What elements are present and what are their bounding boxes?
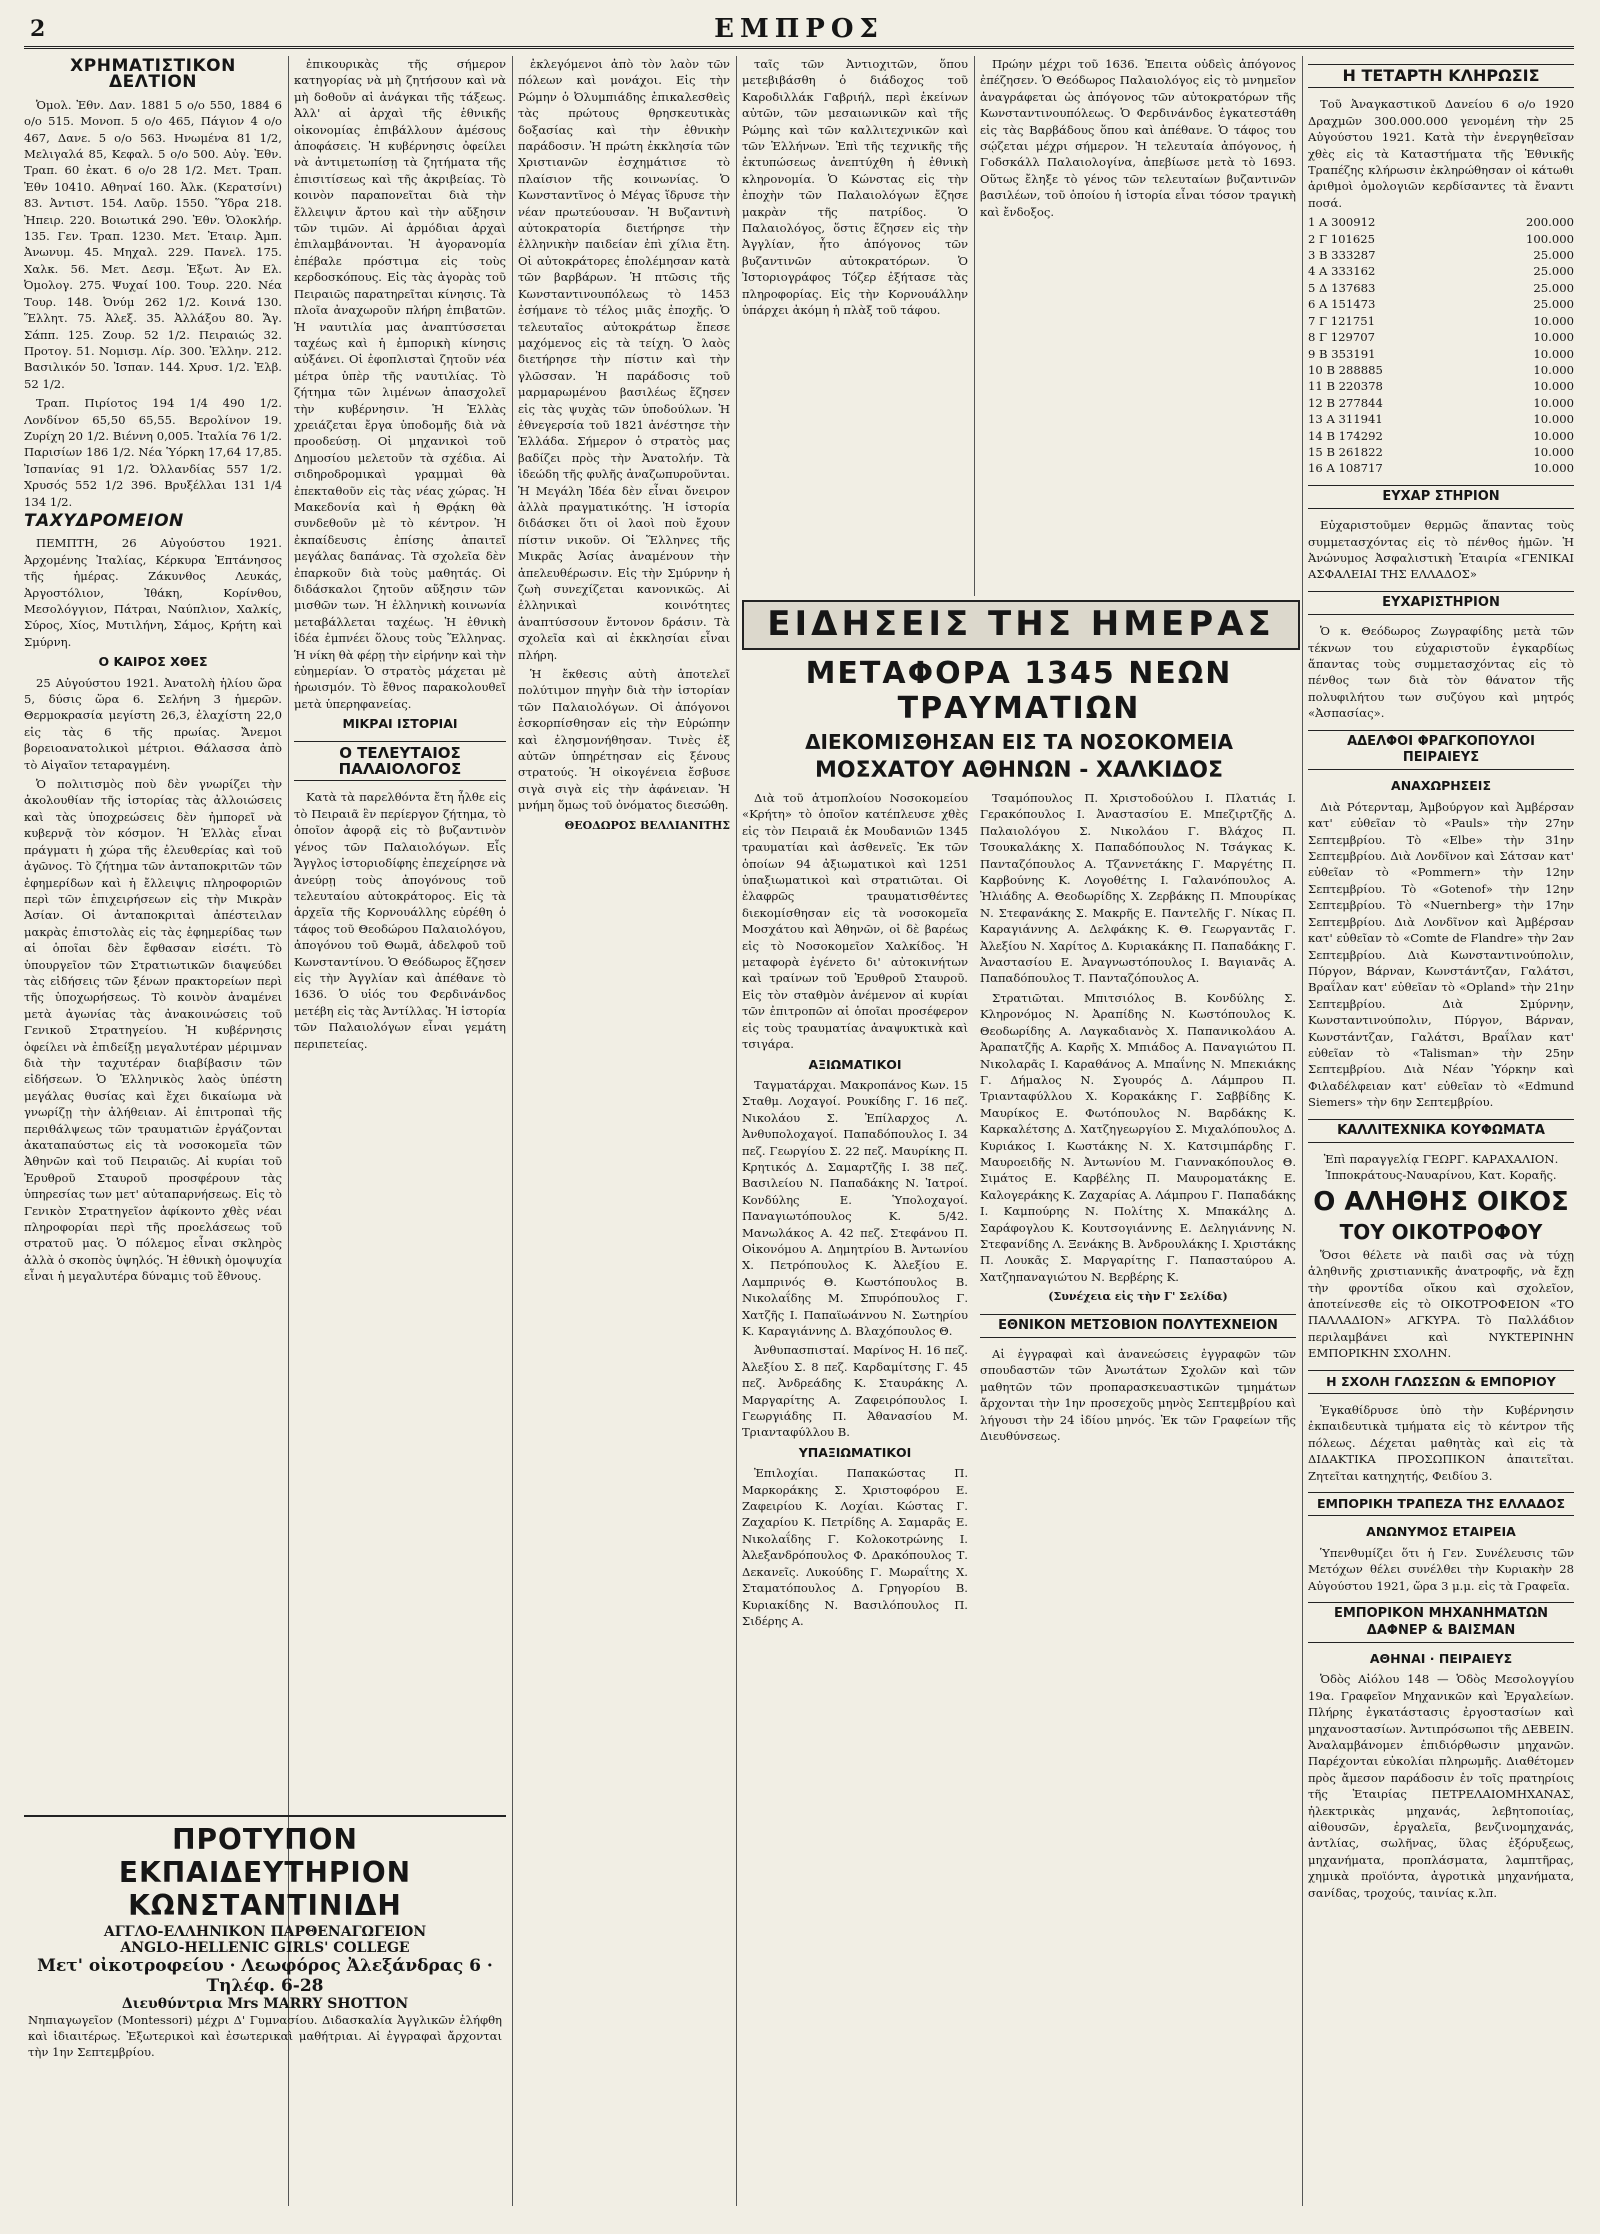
lottery-prize: 200.000: [1526, 215, 1574, 230]
weather-heading: Ο ΚΑΙΡΟΣ ΧΘΕΣ: [98, 654, 208, 670]
machinery-ad-text: Ὁδὸς Αἰόλου 148 — Ὁδὸς Μεσολογγίου 19α. Γραφεῖον Μηχανικῶν καὶ Ἐργαλείων. Πλήρης ἐγκατάστασις ἐργοστασίων καὶ μηχανοστασίων. Ἀντιπρόσωποι τῆς ΔΕΒΕΙΝ. Ἀναλαμβάνομεν ἐπιδιόρθωσιν μηχανῶν. Παρέχονται εὐκολίαι πληρωμῆς. Διαθέτομεν πρὸς ἄμεσον παράδοσιν ἐν τοῖς πρατηρίοις τῆς Ἑταιρίας ΠΕΤΡΕΛΑΙΟΜΗΧΑΝΑΣ, ἠλεκτρικὰς μηχανάς, λεβητοποιίας, αἰθουσῶν, ἐργαλεῖα, βενζινομηχανάς, ἀντλίας, σωλῆνας, ὕλας ἐξόρυξεως, μηχανήματα, προπλάσματα, λαμπτῆρας, χημικὰ προϊόντα, ἀγροτικὰ μηχανήματα, σανίδας, τροχούς, ταινίας κ.λπ.: [1308, 1672, 1574, 1900]
column-1: [24, 56, 282, 1806]
lottery-heading: Η ΤΕΤΑΡΤΗ ΚΛΗΡΩΣΙΣ: [1308, 64, 1574, 88]
lottery-row: [1308, 214, 1574, 230]
lottery-prize: 10.000: [1533, 346, 1574, 361]
lottery-row: [1308, 263, 1574, 279]
school-advertisement: [24, 1815, 506, 2060]
lottery-number: 5 Δ 137683: [1308, 280, 1376, 295]
headline-sub: ΔΙΕΚΟΜΙΣΘΗΣΑΝ ΕΙΣ ΤΑ ΝΟΣΟΚΟΜΕΙΑ: [805, 730, 1233, 754]
lottery-row: [1308, 411, 1574, 427]
masthead: [24, 10, 1574, 49]
soldiers-list: Στρατιῶται. Μπιτσιόλος Β. Κονδύλης Σ. Κληρονόμος Ν. Ἀραπίδης Ν. Κωστόπουλος Κ. Θεοδωρίδης Α. Λαγκαδιανὸς Χ. Παπανικολάου Α. Ἀραπατζῆς Α. Καρῆς Χ. Μπιάδος Α. Παναγιώτου Π. Νικολαρᾶς Ι. Καραθάνος Α. Μπαΐνης Ν. Μπεκιάκης Γ. Δήμαλος Ν. Σγουρός Δ. Λάμπρου Π. Τριανταφύλλου Χ. Κορακάκης Γ. Σαββίδης Κ. Μαυρίκος Ε. Φωτόπουλος Ν. Βαρδάκης Κ. Καρκαλέτσης Δ. Χατζηγεωργίου Σ. Μιχαλόπουλος Δ. Κυριάκος Ι. Κωστάκης Ν. Χ. Κατσιμπάρδης Γ. Μαυροειδῆς Ν. Ἀντωνίου Μ. Γιαννακόπουλος Θ. Σιμάτος Ε. Καρβέλης Π. Μαυροματάκης Ε. Καλογεράκης Κ. Ζαχαρίας Α. Λάμπρου Γ. Παπαδάκης Ι. Καμπούρης Ν. Πολίτης Χ. Μπακάλης Δ. Σαράφογλου Κ. Κουτσογιάννης Ε. Δεληγιάννης Ν. Στεφανίδης Λ. Ξενάκης Β. Ἀνδρουλάκης Ι. Χριστάκης Π. Λουκᾶς Σ. Μαργαρίτης Γ. Παπασταύρου Α. Χατζηπαναγιώτου Ν. Βερβέρης Κ.: [980, 990, 1296, 1284]
school-ad-subtitle: ΑΓΓΛΟ-ΕΛΛΗΝΙΚΟΝ ΠΑΡΘΕΝΑΓΩΓΕΙΟΝ: [103, 1924, 427, 1940]
boarding-house-subtitle: ΤΟΥ ΟΙΚΟΤΡΟΦΟΥ: [1339, 1219, 1543, 1244]
headline-main: ΜΕΤΑΦΟΡΑ 1345 ΝΕΩΝ ΤΡΑΥΜΑΤΙΩΝ: [805, 656, 1233, 726]
column-5-news: [980, 790, 1296, 2210]
post-heading: ΤΑΧΥΔΡΟΜΕΙΟΝ: [24, 510, 184, 531]
lottery-row: [1308, 247, 1574, 263]
bank-heading: ΕΜΠΟΡΙΚΗ ΤΡΑΠΕΖΑ ΤΗΣ ΕΛΛΑΔΟΣ: [1308, 1492, 1574, 1516]
polytechnic-heading: ΕΘΝΙΚΟΝ ΜΕΤΣΟΒΙΟΝ ΠΟΛΥΤΕΧΝΕΙΟΝ: [980, 1314, 1296, 1338]
story-text: Κατὰ τὰ παρελθόντα ἔτη ἦλθε εἰς τὸ Πειραιᾶ ἓν περίεργον ζήτημα, τὸ ὁποῖον ἀφορᾷ εἰς τὸ βυζαντινὸν γένος τῶν Παλαιολόγων. Εἷς Ἄγγλος ἱστοριοδίφης ἐπεχείρησε νὰ ἀνεύρῃ τοὺς ἀπογόνους τοῦ τελευταίου αὐτοκράτορος. Εἰς τὰ ἀρχεῖα τῆς Κορνουάλλης εὑρέθη ὁ τάφος τοῦ Θεοδώρου Παλαιολόγου, ἀπογόνου τοῦ Θωμᾶ, ἀδελφοῦ τοῦ Κωνσταντίνου. Ὁ Θεόδωρος ἔζησεν εἰς τὴν Ἀγγλίαν καὶ ἀπέθανε τὸ 1636. Ὁ υἱός του Φερδινάνδος μετέβη εἰς τὰς Ἀντίλλας. Ἡ ἱστορία τῶν Παλαιολόγων εἶναι γεμάτη περιπετείας.: [294, 790, 506, 1051]
lottery-prize: 10.000: [1533, 379, 1574, 394]
lottery-row: [1308, 346, 1574, 362]
lottery-row: [1308, 395, 1574, 411]
continued-note: (Συνέχεια εἰς τὴν Γ' Σελίδα): [1048, 1290, 1228, 1304]
news-headline: [742, 656, 1296, 783]
lottery-row: [1308, 460, 1574, 476]
lottery-number: 6 Α 151473: [1308, 297, 1376, 312]
market-report-2: Τραπ. Πιρίοτος 194 1/4 490 1/2. Λονδίνον 65,50 65,55. Βερολίνον 19. Ζυρίχη 20 1/2. Βιέννη 0,005. Ἰταλία 76 1/2. Παρισίων 186 1/2. Νέα Ὑόρκη 17,64 17,85. Ἰσπανίας 91 1/2. Ὀλλανδίας 557 1/2. Χρυσός 552 1/2 396. Βρυξέλλαι 131 1/4 134 1/2.: [24, 396, 282, 509]
lottery-prize: 10.000: [1533, 461, 1574, 476]
lottery-prize: 10.000: [1533, 330, 1574, 345]
school-ad-director: Διευθύντρια Mrs MARRY SHOTTON: [121, 1996, 409, 2012]
lottery-row: [1308, 313, 1574, 329]
lottery-prize: 25.000: [1533, 264, 1574, 279]
lottery-row: [1308, 444, 1574, 460]
column-2-article: ἐπικουρικὰς τῆς σήμερον κατηγορίας νὰ μὴ ζητήσουν καὶ νὰ μὴ δοθοῦν αἱ ἀνάγκαι τῆς τάξεως. Ἀλλ' αἱ ἀρχαὶ τῆς ἐθνικῆς οἰκονομίας ἐπιβάλλουν ἀμέσους ἀποφάσεις. Ἡ κυβέρνησις ὀφείλει νὰ ἀντιμετωπίσῃ τὰ ζητήματα τῆς ἐπισιτίσεως καὶ τῆς ἀκριβείας. Τὸ κοινὸν παραπονεῖται διὰ τὴν ἔλλειψιν ἄρτου καὶ τὴν αὔξησιν τῶν τιμῶν. Αἱ ἀρμόδιαι ἀρχαὶ ἐπιλαμβάνονται. Ἡ ἀγορανομία ἐπέβαλε πρόστιμα εἰς τοὺς κερδοσκόπους. Εἰς τὰς ἀγορὰς τοῦ Πειραιῶς παρατηρεῖται κίνησις. Τὰ πλοῖα ἀναχωροῦν πλήρη ἐπιβατῶν. Ἡ ναυτιλία μας ἀναπτύσσεται ταχέως καὶ ἡ ἐμπορικὴ κίνησις αὐξάνει. Οἱ ἐφοπλισταὶ ζητοῦν νέα μέτρα ὑπὲρ τῆς ναυτιλίας. Τὸ ζήτημα τῶν λιμένων ἀπασχολεῖ τὴν κυβέρνησιν. Ἡ Ἑλλὰς χρειάζεται ἔργα ὑποδομῆς διὰ νὰ προοδεύσῃ. Οἱ μηχανικοὶ τοῦ Δημοσίου μελετοῦν τὰ σχέδια. Αἱ σιδηροδρομικαὶ γραμμαὶ θὰ ἐπεκταθοῦν εἰς τὰς νέας χώρας. Ἡ Μακεδονία καὶ ἡ Θρᾴκη θὰ συνδεθοῦν μὲ τὸ κέντρον. Ἡ ἐκπαίδευσις ἐπίσης ἀπαιτεῖ μεγάλας δαπάνας. Τὰ σχολεῖα δὲν ἐπαρκοῦν διὰ τοὺς μαθητάς. Οἱ διδάσκαλοι ζητοῦν αὔξησιν τῶν μισθῶν των. Ἡ ἑλληνικὴ κοινωνία μεταβάλλεται ταχέως. Ἡ ἐθνικὴ ἰδέα ἐμπνέει ὅλους τοὺς Ἕλληνας. Ἡ νίκη θὰ φέρῃ τὴν εἰρήνην καὶ τὴν εὐημερίαν. Ὁ στρατὸς μάχεται μὲ ἡρωισμόν. Τὸ ἔθνος παρακολουθεῖ μετὰ ὑπερηφανείας.: [294, 57, 506, 711]
nco-list: Ἐπιλοχίαι. Παπακώστας Π. Μαρκοράκης Σ. Χριστοφόρου Ε. Ζαφειρίου Κ. Λοχίαι. Κώστας Γ. Ζαχαρίου Κ. Πετρίδης Α. Σαμαρᾶς Ε. Νικολαΐδης Γ. Κολοκοτρώνης Ι. Ἀλεξανδρόπουλος Φ. Δρακόπουλος Τ. Δεκανεῖς. Λυκούδης Γ. Μωραΐτης Χ. Σταματόπουλος Δ. Γρηγορίου Β. Κυριακίδης Ν. Βασιλόπουλος Π. Σιδέρης Α.: [742, 1466, 968, 1628]
school-ad-address: Μετ' οἰκοτροφείου · Λεωφόρος Ἀλεξάνδρας 6 · Τηλέφ. 6-28: [37, 1956, 493, 1996]
lottery-prize: 25.000: [1533, 297, 1574, 312]
lottery-row: [1308, 378, 1574, 394]
page-number: 2: [30, 16, 46, 42]
lottery-intro: Τοῦ Ἀναγκαστικοῦ Δανείου 6 ο/ο 1920 Δραχμῶν 300.000.000 γενομένη τὴν 25 Αὐγούστου 1921. Κατὰ τὴν ἐνεργηθεῖσαν χθὲς εἰς τὰ Καταστήματα τῆς Ἐθνικῆς Τραπέζης κλήρωσιν ἐκληρώθησαν οἱ κάτωθι ἀριθμοὶ ὁμολογιῶν κερδίσαντες τὰ ἔναντι ποσά.: [1308, 97, 1574, 210]
lottery-number: 13 Α 311941: [1308, 412, 1383, 427]
lottery-table: [1308, 214, 1574, 477]
lottery-row: [1308, 362, 1574, 378]
short-stories-heading: ΜΙΚΡΑΙ ΙΣΤΟΡΙΑΙ: [342, 716, 458, 732]
lottery-prize: 10.000: [1533, 395, 1574, 410]
lottery-number: 14 Β 174292: [1308, 428, 1383, 443]
column-3: [518, 56, 730, 2216]
lottery-number: 4 Α 333162: [1308, 264, 1376, 279]
weather-text: 25 Αὐγούστου 1921. Ἀνατολὴ ἡλίου ὥρα 5, δύσις ὥρα 6. Σελήνη 3 ἡμερῶν. Θερμοκρασία μεγίστη 26,3, ἐλαχίστη 22,0 εἰς τὰς 6 τῆς πρωίας. Ἄνεμοι βορειοανατολικοὶ μέτριοι. Θάλασσα ἀπὸ τὸ Αἰγαῖον τεταραγμένη.: [24, 675, 282, 772]
departures-heading: ΑΝΑΧΩΡΗΣΕΙΣ: [1391, 778, 1491, 794]
column-divider: [974, 56, 975, 596]
lottery-row: [1308, 280, 1574, 296]
bank-text: Ὑπενθυμίζει ὅτι ἡ Γεν. Συνέλευσις τῶν Μετόχων θέλει συνέλθει τὴν Κυριακὴν 28 Αὐγούστου 1921, ὥρα 3 μ.μ. εἰς τὰ Γραφεῖα.: [1308, 1545, 1574, 1593]
names-list: Τσαμόπουλος Π. Χριστοδούλου Ι. Πλατιάς Ι. Γερακόπουλος Ι. Ἀναστασίου Ε. Μπεζιρτζῆς Δ. Παλαιολόγου Σ. Νικολάου Γ. Βλάχος Π. Τσουκαλάκης Χ. Παπαδόπουλος Ν. Τσάγκας Κ. Πανταζόπουλος Α. Τζαννετάκης Γ. Μαργέτης Π. Καρβούνης Κ. Λογοθέτης Ι. Γαλανόπουλος Α. Ἠλιάδης Α. Θεοδωρίδης Χ. Ζερβάκης Π. Μπουρίκας Ν. Στεφανάκης Σ. Μακρῆς Ε. Παντελῆς Γ. Νίκας Π. Καραγιάννης Α. Δελφάκης Κ. Θ. Γεωργαντᾶς Γ. Ἀλεξίου Ν. Χαρίτος Δ. Κυριακάκης Π. Παπαδάκης Γ. Ἀναστασίου Ε. Ἀναγνωστόπουλος Ι. Βαγιανᾶς Α. Παπαδόπουλος Τ. Πανταζόπουλος Α.: [980, 791, 1296, 986]
bank-subheading: ΑΝΩΝΥΜΟΣ ΕΤΑΙΡΕΙΑ: [1366, 1524, 1516, 1540]
officers-heading: ΑΞΙΩΜΑΤΙΚΟΙ: [808, 1056, 902, 1072]
lottery-number: 3 Β 333287: [1308, 248, 1376, 263]
school-ad-english: ANGLO-HELLENIC GIRLS' COLLEGE: [120, 1940, 410, 1956]
lottery-number: 9 Β 353191: [1308, 346, 1376, 361]
news-banner: ΕΙΔΗΣΕΙΣ ΤΗΣ ΗΜΕΡΑΣ: [742, 600, 1300, 650]
newspaper-page: [24, 10, 1574, 2224]
story-title: Ο ΤΕΛΕΥΤΑΙΟΣ ΠΑΛΑΙΟΛΟΓΟΣ: [294, 741, 506, 782]
shipping-heading: ΑΔΕΛΦΟΙ ΦΡΑΓΚΟΠΟΥΛΟΙ ΠΕΙΡΑΙΕΥΣ: [1308, 730, 1574, 771]
shipping-schedule: Διὰ Ρότερνταμ, Ἀμβούργον καὶ Ἀμβέρσαν κατ' εὐθεῖαν τὸ «Pauls» τὴν 27ην Σεπτεμβρίου. Τὸ «Elbe» τὴν 31ην Σεπτεμβρίου. Διὰ Λονδῖνον καὶ Σάτσαν κατ' εὐθεῖαν τὸ «Pommern» τὴν 12ην Σεπτεμβρίου. Τὸ «Gotenof» τὴν 12ην Σεπτεμβρίου. Τὸ «Nuernberg» τὴν 17ην Σεπτεμβρίου. Διὰ Λονδῖνον καὶ Ἀμβέρσαν κατ' εὐθεῖαν τὸ «Comte de Flandre» τὴν 2αν Σεπτεμβρίου. Διὰ Κωνσταντινούπολιν, Πύργον, Βάρναν, Κωνστάντζαν, Γαλάτσι, Βραΐλαν κατ' εὐθεῖαν τὸ «Opland» τὴν 21ην Σεπτεμβρίου. Διὰ Σμύρνην, Κωνσταντινούπολιν, Πύργον, Βάρναν, Κωνστάντζαν, Γαλάτσι, Βραΐλαν κατ' εὐθεῖαν τὸ «Talisman» τὴν 25ην Σεπτεμβρίου. Διὰ Νέαν Ὑόρκην καὶ Φιλαδέλφειαν κατ' εὐθεῖαν τὸ «Edmund Siemers» τὴν 6ην Σεπτεμβρίου.: [1308, 799, 1574, 1110]
boarding-house-text: Ὅσοι θέλετε νὰ παιδὶ σας νὰ τύχῃ ἀληθινῆς χριστιανικῆς ἀνατροφῆς, νὰ ἔχῃ τὴν φροντίδα οἴκου καὶ σχολεῖον, ἀποτείνεσθε εἰς τὸ ΟΙΚΟΤΡΟΦΕΙΟΝ «ΤΟ ΠΑΛΛΑΔΙΟΝ» ΑΓΚΥΡΑ. Τὸ Παλλάδιον περιλαμβάνει καὶ ΝΥΚΤΕΡΙΝΗΝ ΕΜΠΟΡΙΚΗΝ ΣΧΟΛΗΝ.: [1308, 1247, 1574, 1361]
lottery-prize: 10.000: [1533, 313, 1574, 328]
headline-sub-2: ΜΟΣΧΑΤΟΥ ΑΘΗΝΩΝ - ΧΑΛΚΙΔΟΣ: [814, 758, 1224, 783]
officers-list-2: Ἀνθυπασπισταί. Μαρίνος Η. 16 πεζ. Ἀλεξίου Σ. 8 πεζ. Καρδαμίτσης Γ. 45 πεζ. Ἀνδρεάδης Κ. Σταυράκης Λ. Μαργαρίτης Α. Ζαφειρόπουλος Ι. Γεωργιάδης Π. Ἀθανασίου Μ. Τριανταφύλλου Β.: [742, 1343, 968, 1440]
post-text: ΠΕΜΠΤΗ, 26 Αὐγούστου 1921. Ἀρχομένης Ἰταλίας, Κέρκυρα Ἑπτάνησος τῆς ἡμέρας. Ζάκυνθος Λευκάς, Ἀργοστόλιον, Ἰθάκη, Κορίνθου, Μεσολόγγιον, Πάτραι, Ναύπλιον, Χαλκίς, Σύρος, Χίος, Μυτιλήνη, Σάμος, Κρήτη καὶ Σμύρνη.: [24, 536, 282, 649]
column-divider: [512, 56, 513, 2206]
lottery-number: 16 Α 108717: [1308, 461, 1383, 476]
column-divider: [736, 56, 737, 2206]
lottery-number: 10 Β 288885: [1308, 362, 1383, 377]
lottery-row: [1308, 231, 1574, 247]
column-3-article: ἐκλεγόμενοι ἀπὸ τὸν λαὸν τῶν πόλεων καὶ μονάχοι. Εἰς τὴν Ρώμην ὁ Ὀλυμπιάδης ἐπικαλεσθεὶς τὰς πρώτους θρησκευτικὰς δοξασίας καὶ τὴν ἐθνικὴν παράδοσιν. Ἡ πρώτη ἐκκλησία τῶν Χριστιανῶν ἐσχημάτισε τὸ πλαίσιον τῆς κοινωνίας. Ὁ Κωνσταντῖνος ὁ Μέγας ἵδρυσε τὴν νέαν πρωτεύουσαν. Ἡ Βυζαντινὴ αὐτοκρατορία διετήρησε τὴν ἑλληνικὴν παιδείαν ἐπὶ χίλια ἔτη. Οἱ αὐτοκράτορες ἐπολέμησαν κατὰ τῶν βαρβάρων. Ἡ πτῶσις τῆς Κωνσταντινουπόλεως τὸ 1453 ἐσήμανε τὸ τέλος μιᾶς ἐποχῆς. Ὁ τελευταῖος αὐτοκράτωρ ἔπεσε μαχόμενος εἰς τὰ τείχη. Ὁ λαὸς διετήρησε τὴν πίστιν καὶ τὴν γλῶσσαν. Ἡ παράδοσις τοῦ μαρμαρωμένου βασιλέως ἔζησεν εἰς τὰς ψυχὰς τῶν ὑποδούλων. Ἡ ἐθνεγερσία τοῦ 1821 ἀνέστησε τὴν Ἑλλάδα. Σήμερον ὁ στρατὸς μας βαδίζει πρὸς τὴν Ἀνατολήν. Τὰ ἰδεώδη τῆς φυλῆς ἀναζωπυροῦνται. Ἡ Μεγάλη Ἰδέα δὲν εἶναι ὄνειρον ἀλλὰ πραγματικότης. Ἡ ἱστορία διδάσκει ὅτι οἱ λαοὶ ποὺ ἔχουν πίστιν νικοῦν. Οἱ Ἕλληνες τῆς Μικρᾶς Ἀσίας ἀναμένουν τὴν ἀπελευθέρωσιν. Εἰς τὴν Σμύρνην ἡ ζωὴ συνεχίζεται κανονικῶς. Αἱ ἑλληνικαὶ κοινότητες ἀναπτύσσουν ἔντονον δράσιν. Τὰ σχολεῖα καὶ αἱ ἐκκλησίαι εἶναι πλήρη.: [518, 57, 730, 662]
column-6-ads: [1308, 56, 1574, 2216]
machinery-ad-heading: ΕΜΠΟΡΙΚΟΝ ΜΗΧΑΝΗΜΑΤΩΝ ΔΑΦΝΕΡ & ΒΑΙΣΜΑΝ: [1308, 1602, 1574, 1643]
column-3-article-2: Ἡ ἔκθεσις αὐτὴ ἀποτελεῖ πολύτιμον πηγὴν διὰ τὴν ἱστορίαν τῶν Παλαιολόγων. Οἱ ἀπόγονοι ἐσκορπίσθησαν εἰς τὴν Εὐρώπην καὶ ἐλησμονήθησαν. Τινὲς ἐξ αὐτῶν ὑπηρέτησαν εἰς ξένους στρατούς. Ἡ οἰκογένεια ἔσβυσε σιγὰ σιγὰ εἰς τὴν ἀφάνειαν. Ἡ μνήμη ὅμως τοῦ ὀνόματος διεσώθη.: [518, 667, 730, 813]
lottery-number: 8 Γ 129707: [1308, 330, 1376, 345]
lottery-prize: 10.000: [1533, 444, 1574, 459]
lottery-number: 7 Γ 121751: [1308, 313, 1376, 328]
lottery-number: 11 Β 220378: [1308, 379, 1383, 394]
school-ad-title: ΠΡΟΤΥΠΟΝ ΕΚΠΑΙΔΕΥΤΗΡΙΟΝ ΚΩΝΣΤΑΝΤΙΝΙΔΗ: [118, 1823, 412, 1922]
school-text: Ἐγκαθίδρυσε ὑπὸ τὴν Κυβέρνησιν ἐκπαιδευτικὰ τμήματα εἰς τὸ κέντρον τῆς πόλεως. Δέχεται μαθητὰς καὶ εἰς τὰ ΔΙΔΑΚΤΙΚΑ ΠΡΟΣΩΠΙΚΟΝ ἀπαιτεῖται. Ζητεῖται κατηχητής, Φειδίου 3.: [1308, 1403, 1574, 1483]
nco-heading: ΥΠΑΞΙΩΜΑΤΙΚΟΙ: [798, 1444, 912, 1460]
lottery-number: 12 Β 277844: [1308, 395, 1383, 410]
lottery-number: 15 Β 261822: [1308, 444, 1383, 459]
boarding-house-title: Ο ΑΛΗΘΗΣ ΟΙΚΟΣ: [1313, 1186, 1569, 1217]
lottery-prize: 100.000: [1526, 231, 1574, 246]
lottery-row: [1308, 296, 1574, 312]
thanks-heading-1: ΕΥΧΑΡ ΣΤΗΡΙΟΝ: [1308, 485, 1574, 509]
windows-ad-text: Ἐπὶ παραγγελίᾳ ΓΕΩΡΓ. ΚΑΡΑΧΑΛΙΟΝ. Ἱπποκράτους-Ναυαρίνου, Κατ. Κοραῆς.: [1323, 1151, 1559, 1183]
machinery-ad-locations: ΑΘΗΝΑΙ · ΠΕΙΡΑΙΕΥΣ: [1369, 1650, 1513, 1666]
lottery-row: [1308, 428, 1574, 444]
lottery-prize: 10.000: [1533, 428, 1574, 443]
windows-ad-heading: ΚΑΛΛΙΤΕΧΝΙΚΑ ΚΟΥΦΩΜΑΤΑ: [1308, 1119, 1574, 1143]
lottery-number: 2 Γ 101625: [1308, 231, 1376, 246]
author-signature: ΘΕΟΔΩΡΟΣ ΒΕΛΛΙΑΝΙΤΗΣ: [564, 818, 730, 832]
column-5-article: Πρώην μέχρι τοῦ 1636. Ἐπειτα οὐδεὶς ἀπόγονος ἐπέζησεν. Ὁ Θεόδωρος Παλαιολόγος εἰς τὸ μνημεῖον ἀναγράφεται ὡς ἀπόγονος τῶν αὐτοκρατόρων τῆς Κωνσταντινουπόλεως. Ὁ Φερδινάνδος ἐγκατεστάθη εἰς τὰς Βαρβάδους ὅπου καὶ ἀπέθανε. Ὁ τάφος του σῴζεται μέχρι σήμερον. Ἡ τελευταία ἀπόγονος, ἡ Γοδσκάλλ Παλαιολογίνα, ἀπεβίωσε μετὰ τὸ 1693. Οὕτως ἔληξε τὸ γένος τῶν τελευταίων βυζαντινῶν βασιλέων, τοῦ ὁποίου ἡ ἱστορία εἶναι τόσον τραγικὴ καὶ ἔνδοξος.: [980, 57, 1296, 219]
column-4-news: [742, 790, 968, 2210]
school-ad-text: Νηπιαγωγεῖον (Montessori) μέχρι Δ' Γυμνασίου. Διδασκαλία Ἀγγλικῶν ἐλήφθη καὶ ἰδιαιτέρως. Ἐξωτερικοὶ καὶ ἐσωτερικαὶ μαθήτριαι. Αἱ ἐγγραφαὶ ἄρχονται τὴν 1ην Σεπτεμβρίου.: [28, 2013, 502, 2059]
column-4-top: [742, 56, 968, 592]
column-4-article: ταῖς τῶν Ἀντιοχιτῶν, ὅπου μετεβιβάσθη ὁ διάδοχος τοῦ Καροδιλλάκ Γαβριήλ, περὶ ἐκείνων αὐτῶν, τῶν μεσαιωνικῶν καὶ τῆς Ρώμης καὶ τῶν καλλιτεχνικῶν καὶ τῶν Ἑλλήνων. Ἐπὶ τῆς τεχνικῆς τῆς ἐκτυπώσεως ἀνεπτύχθη ἡ ἐθνικὴ κληρονομία. Ὁ Κώνστας εἰς τὴν ἐποχὴν τῶν Παλαιολόγων ἔζησε μακρὰν τῆς πατρίδος. Ὁ Παλαιολόγος, ὅστις ἔζησεν εἰς τὴν Ἀγγλίαν, ἦτο ἀπόγονος τῶν βυζαντινῶν αὐτοκρατόρων. Ὁ Ἰστοριογράφος Τόζερ ἐξήτασε τὰς πληροφορίας. Εἰς τὴν Κορνουάλλην ὑπάρχει ἀκόμη ἡ πλὰξ τοῦ τάφου.: [742, 57, 968, 318]
lottery-row: [1308, 329, 1574, 345]
polytechnic-notice: Αἱ ἐγγραφαὶ καὶ ἀνανεώσεις ἐγγραφῶν τῶν σπουδαστῶν τῶν Ἀνωτάτων Σχολῶν καὶ τῶν μαθητῶν τῶν προπαρασκευαστικῶν τμημάτων ἄρχονται τὴν 1ην προσεχοῦς μηνὸς Σεπτεμβρίου καὶ λήγουσι τὴν 24 ἰδίου μηνός. Ἐκ τῶν Γραφείων τῆς Διευθύνσεως.: [980, 1347, 1296, 1444]
column-5-top: [980, 56, 1296, 592]
newspaper-name: ΕΜΠΡΟΣ: [714, 14, 884, 44]
market-heading: ΧΡΗΜΑΤΙΣΤΙΚΟΝ ΔΕΛΤΙΟΝ: [70, 56, 236, 93]
thanks-heading-2: ΕΥΧΑΡΙΣΤΗΡΙΟΝ: [1308, 591, 1574, 615]
column-2: [294, 56, 506, 1806]
lottery-prize: 10.000: [1533, 412, 1574, 427]
officers-list: Ταγματάρχαι. Μακροπάνος Κων. 15 Σταθμ. Λοχαγοί. Ρουκίδης Γ. 16 πεζ. Νικολάου Σ. Ἐπίλαρχος Λ. Ἀνθυπολοχαγοί. Παπαδόπουλος Ι. 34 πεζ. Γεωργίου Σ. 22 πεζ. Μαυρίκης Π. Κρητικός Δ. Σαμαρτζῆς Ι. 38 πεζ. Βασιλείου Ν. Παπαδάκης Ν. Ἰατροί. Κονδύλης Ε. Ὑπολοχαγοί. Παναγιωτόπουλος Κ. 5/42. Μανωλάκος Α. 42 πεζ. Στεφάνου Π. Οἰκονόμου Α. Δημητρίου Β. Ἀντωνίου Χ. Πετρόπουλος Κ. Ἀλεξίου Ε. Λαμπρινός Θ. Κωστόπουλος Β. Νικολαΐδης Μ. Σπυρόπουλος Γ. Χατζῆς Ι. Παπαϊωάννου Ν. Σωτηρίου Κ. Καραγιάννης Δ. Βλαχόπουλος Θ.: [742, 1077, 968, 1338]
lottery-number: 1 Α 300912: [1308, 215, 1376, 230]
lottery-prize: 10.000: [1533, 362, 1574, 377]
column-divider: [1302, 56, 1303, 2206]
thanks-text-1: Εὐχαριστοῦμεν θερμῶς ἅπαντας τοὺς συμμετασχόντας εἰς τὸ πένθος ἡμῶν. Ἡ Ἀνώνυμος Ἀσφαλιστικὴ Ἑταιρία «ΓΕΝΙΚΑΙ ΑΣΦΑΛΕΙΑΙ ΤΗΣ ΕΛΛΑΔΟΣ»: [1308, 518, 1574, 582]
wounded-report: Διὰ τοῦ ἀτμοπλοίου Νοσοκομείου «Κρήτη» τὸ ὁποῖον κατέπλευσε χθὲς εἰς τὸν Πειραιᾶ ἐκ Μουδανιῶν 1345 τραυματίαι καὶ ἀσθενεῖς. Ἐκ τῶν ὁποίων 94 ἀξιωματικοὶ καὶ 1251 ὑπαξιωματικοὶ καὶ στρατιῶται. Οἱ ἐλαφρῶς τραυματισθέντες διεκομίσθησαν εἰς τὰ νοσοκομεῖα Μοσχάτου καὶ Ἀθηνῶν, οἱ δὲ βαρέως εἰς τὸ Νοσοκομεῖον Χαλκίδος. Ἡ μεταφορὰ ἐγένετο δι' αὐτοκινήτων καὶ τραίνων τοῦ Ἐρυθροῦ Σταυροῦ. Εἰς τὸν σταθμὸν ἀνέμενον αἱ κυρίαι τῶν ἐπιτροπῶν αἱ ὁποῖαι προσέφερον εἰς τοὺς τραυματίας ἀναψυκτικὰ καὶ τσιγάρα.: [742, 791, 968, 1052]
column-1-article: Ὁ πολιτισμὸς ποὺ δὲν γνωρίζει τὴν ἀκολουθίαν τῆς ἱστορίας τὰς ἀλλοιώσεις καὶ τὰς ὑποχρεώσεις δὲν ἠμπορεῖ νὰ κυβερνᾷ τὸν κόσμον. Ἡ Ἑλλὰς εἶναι πράγματι ἡ χώρα τῆς ἐλευθερίας καὶ τοῦ ἀγῶνος. Τὸ ζήτημα τῶν ἀνταποκριτῶν τῶν ἐφημερίδων καὶ ἡ ἔλλειψις πληροφοριῶν περὶ τῶν ἐπιχειρήσεων εἰς τὴν Μικρὰν Ἀσίαν. Οἱ ἀνταποκριταὶ ἀπέστειλαν μακρὰς ἐπιστολὰς εἰς τὰς ἐφημερίδας των αἱ ὁποῖαι δὲν ἔφθασαν εἰσέτι. Τὸ ὑπουργεῖον τῶν Στρατιωτικῶν διαψεύδει τὰς εἰδήσεις τῶν ξένων πρακτορείων περὶ τῆς ὑποχωρήσεως. Τὸ κοινὸν ἀναμένει μετὰ ἀγωνίας τὰς ἀνακοινώσεις τοῦ Γενικοῦ Στρατηγείου. Ἡ κυβέρνησις ὀφείλει νὰ ἐπιδείξῃ μεγαλυτέραν μέριμναν διὰ τὴν ταχυτέραν διαβίβασιν τῶν εἰδήσεων. Ὁ Ἑλληνικὸς λαὸς ὑπέστη μεγάλας θυσίας καὶ ἔχει δικαίωμα νὰ γνωρίζῃ τὴν ἀλήθειαν. Αἱ ἐπιτροπαὶ τῆς περιθάλψεως τῶν τραυματιῶν ἐργάζονται ἀκαταπαύστως εἰς τὰ νοσοκομεῖα τῶν Ἀθηνῶν καὶ τοῦ Πειραιῶς. Αἱ κυρίαι τοῦ Ἐρυθροῦ Σταυροῦ προσφέρουν τὰς ὑπηρεσίας των μετ' αὐταπαρνήσεως. Εἰς τὸ Γενικὸν Στρατηγεῖον ἀφίκοντο χθὲς νέαι πληροφορίαι περὶ τῆς προελάσεως τοῦ στρατοῦ μας. Ὁ πόλεμος εἶναι σκληρὸς ἀλλὰ ὁ σκοπὸς ὑψηλός. Ἡ ἐθνικὴ ὁμοψυχία εἶναι ἡ μεγαλυτέρα δύναμις τοῦ ἔθνους.: [24, 777, 282, 1284]
lottery-prize: 25.000: [1533, 280, 1574, 295]
thanks-text-2: Ὁ κ. Θεόδωρος Ζωγραφίδης μετὰ τῶν τέκνων του εὐχαριστοῦν ἐγκαρδίως ἅπαντας τοὺς συμμετασχόντας εἰς τὸ πένθος των διὰ τὸν θάνατον τῆς πολυφιλήτου των συζύγου καὶ μητρός «Ἀσπασίας».: [1308, 624, 1574, 721]
market-report: Ὁμολ. Ἐθν. Δαν. 1881 5 ο/ο 550, 1884 6 ο/ο 515. Μονοπ. 5 ο/ο 465, Πάγιον 4 ο/ο 467, Δανε. 5 ο/ο 563. Ηνωμένα 81 1/2, Μελιγαλά 85, Κεφαλ. 5 ο/ο 500. Αὐγ. Ἐθν. Τραπ. 60 ἐκατ. 6 ο/ο 28 1/2. Μετ. Τραπ. Ἐθν 10410. Αθηναί 160. Ἀλκ. (Κερατσίνι) 83. Ἀντιστ. 154. Λαῦρ. 1550. Ὕδρα 218. Ἠπειρ. 220. Βοιωτικά 290. Ἐθν. Ὁλοκλήρ. 135. Γεν. Τραπ. 1230. Μετ. Ἐταιρ. Ἀμπ. Ἀνωνυμ. 45. Μηχαλ. 229. Πανελ. 175. Χαλκ. 56. Μετ. Δεσμ. Ἐξωτ. Ἀν Ελ. Ὀμολογ. 275. Ψυχαί 100. Τουρ. 220. Νέα Τουρ. 148. Ὀνύμ 262 1/2. Κοινά 130. Ἕλλητ. 75. Ἀλεξ. 35. Ἀλλάξου 80. Ἄγ. Σάππ. 125. Ζουρ. 52 1/2. Πειραιώς 32. Προτογ. 51. Νομισμ. Λίρ. 300. Ἐλλην. 212. Βασιλικόν 50. Ἰσπαν. 144. Χρυσ. 1/2. Ἐλβ. 52 1/2.: [24, 97, 282, 391]
school-heading: Η ΣΧΟΛΗ ΓΛΩΣΣΩΝ & ΕΜΠΟΡΙΟΥ: [1308, 1370, 1574, 1394]
lottery-prize: 25.000: [1533, 248, 1574, 263]
